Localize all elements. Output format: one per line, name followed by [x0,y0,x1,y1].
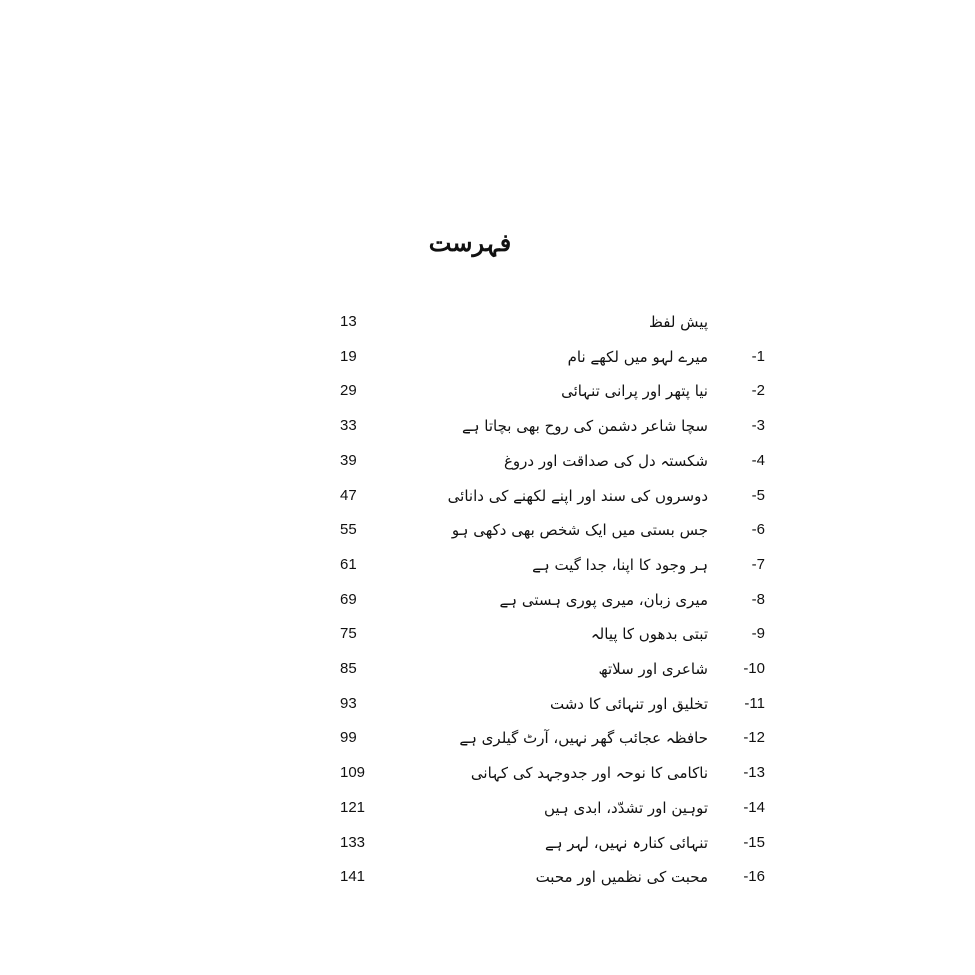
toc-entry [0,654,975,684]
chapter-number: -16 [743,868,765,886]
page-number: 55 [340,521,357,539]
toc-entry [0,862,975,892]
page-number: 133 [340,833,366,851]
toc-entry [0,758,975,788]
chapter-number: -5 [751,486,765,504]
chapter-number: -13 [743,764,765,782]
chapter-title: حافظہ عجائب گھر نہیں، آرٹ گیلری ہے [459,729,708,748]
page-number: 61 [340,555,357,573]
chapter-number: -12 [743,729,765,747]
page-number: 93 [340,694,357,712]
chapter-title: شکستہ دل کی صداقت اور دروغ [503,451,708,470]
toc-entry [0,619,975,649]
chapter-title: شاعری اور سلاتھ [598,660,708,678]
chapter-title: میری زبان، میری پوری ہستی ہے [499,590,708,609]
chapter-number: -6 [751,521,765,539]
page-number: 85 [340,660,357,677]
page-number: 109 [340,764,366,782]
toc-entry [0,481,975,511]
page-number: 141 [340,868,366,886]
toc-entry [0,342,975,372]
chapter-number: -14 [743,798,765,816]
chapter-title: ناکامی کا نوحہ اور جدوجہد کی کہانی [470,764,708,783]
chapter-title: جس بستی میں ایک شخص بھی دکھی ہو [451,521,708,540]
chapter-number: -4 [751,451,765,469]
chapter-number: -3 [751,417,765,435]
page-number: 69 [340,590,357,608]
page-title: فہرست [428,228,512,257]
toc-entry [0,411,975,441]
chapter-number: -1 [751,347,765,365]
chapter-title: سچا شاعر دشمن کی روح بھی بچاتا ہے [461,417,708,436]
page-number: 47 [340,486,357,504]
page-number: 99 [340,729,357,747]
toc-entry [0,515,975,545]
chapter-title: توہین اور تشدّد، ابدی ہیں [543,798,708,817]
toc-entry [0,550,975,580]
page-number: 121 [340,798,366,816]
toc-entry [0,793,975,823]
chapter-number: -7 [751,555,765,573]
toc-entry [0,307,975,337]
chapter-title: تبتی بدھوں کا پیالہ [590,625,708,644]
page-number: 39 [340,451,357,469]
toc-entry [0,828,975,858]
toc-entry [0,376,975,406]
chapter-title: پیش لفظ [649,313,708,331]
chapter-title: تخلیق اور تنہائی کا دشت [549,694,708,713]
chapter-title: تنہائی کنارہ نہیں، لہر ہے [544,833,708,852]
chapter-number: -15 [743,833,765,851]
page-number: 33 [340,417,357,435]
page-number: 75 [340,625,357,643]
toc-entry [0,689,975,719]
chapter-title: میرے لہو میں لکھے نام [567,347,708,366]
chapter-number: -10 [743,660,765,677]
chapter-number: -8 [751,590,765,608]
toc-entry [0,585,975,615]
page-number: 29 [340,382,357,400]
toc-entry [0,723,975,753]
chapter-number: -2 [751,382,765,400]
toc-entry [0,446,975,476]
chapter-title: ہر وجود کا اپنا، جدا گیت ہے [532,555,708,574]
chapter-number: -9 [751,625,765,643]
chapter-title: نیا پتھر اور پرانی تنہائی [561,382,708,401]
page-number: 13 [340,313,357,330]
chapter-title: محبت کی نظمیں اور محبت [535,868,708,887]
chapter-number: -11 [744,694,765,712]
chapter-title: دوسروں کی سند اور اپنے لکھنے کی دانائی [447,486,708,505]
page-number: 19 [340,347,357,365]
